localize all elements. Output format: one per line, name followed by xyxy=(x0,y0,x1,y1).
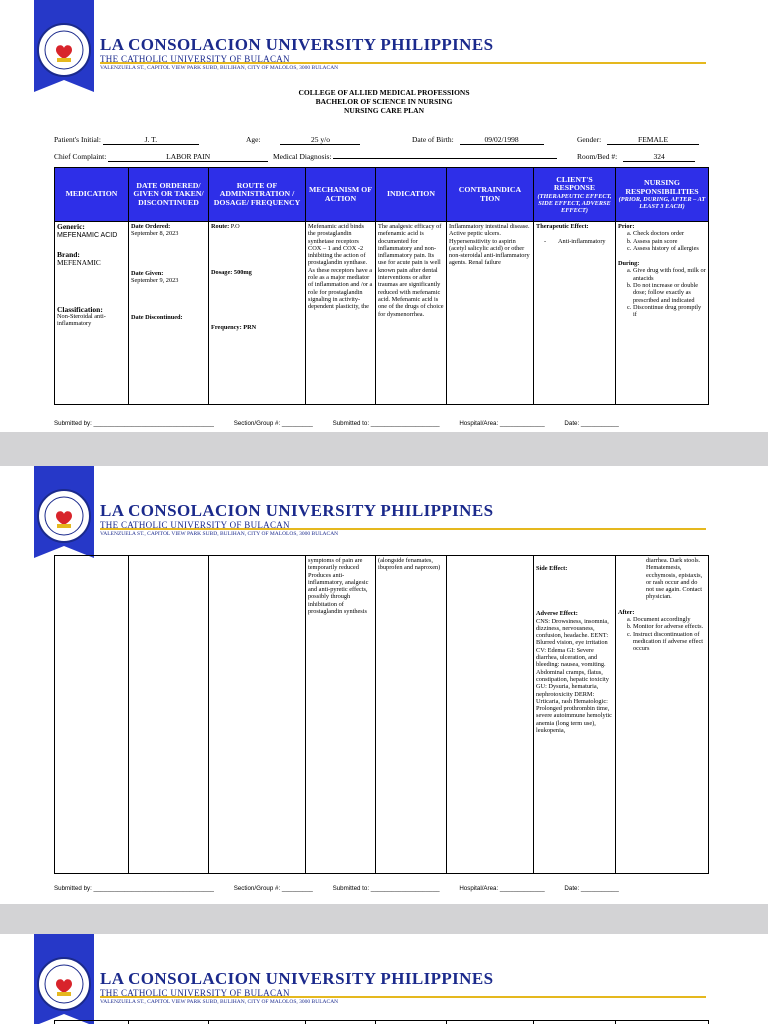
list-item: a. Give drug with food, milk or antacids xyxy=(633,267,706,282)
list-item: a. Check doctors order xyxy=(633,230,706,237)
hospital-area: Hospital/Area: _____________ xyxy=(459,420,545,427)
diagnosis-row xyxy=(273,152,557,161)
during-label: During: xyxy=(618,260,640,268)
footer-date: Date: ___________ xyxy=(564,885,619,892)
university-name: LA CONSOLACION UNIVERSITY PHILIPPINES xyxy=(100,501,494,520)
table-row xyxy=(55,1021,709,1024)
dob-row xyxy=(412,135,544,145)
date-given-label: Date Given: xyxy=(131,269,164,277)
response-cell xyxy=(534,556,616,874)
prior-label: Prior: xyxy=(618,223,635,230)
gender-row xyxy=(577,135,699,145)
care-plan-table-continued xyxy=(54,1020,709,1024)
table-cell xyxy=(616,1021,709,1024)
room-row xyxy=(577,152,695,162)
care-plan-table-continued xyxy=(54,555,709,874)
side-effect-label: Side Effect: xyxy=(536,565,568,572)
university-subtitle: THE CATHOLIC UNIVERSITY OF BULACAN xyxy=(100,54,290,64)
date-ordered-value: September 8, 2023 xyxy=(131,230,179,238)
college-title: COLLEGE OF ALLIED MEDICAL PROFESSIONS xyxy=(298,88,470,97)
indication-cell: The analgesic efficacy of mefenamic acid is documented for inflammatory and non-inflammatory pain. Its use for acute pain is well known pain after dental interventions or after traumas are significantly reduced with mefenamic acid. Mefenamic acid is one of the drugs of choice for dysmenorrhea. xyxy=(376,222,447,405)
date-ordered-label: Date Ordered: xyxy=(131,223,171,230)
col-date: DATE ORDERED/ GIVEN OR TAKEN/ DISCONTINUED xyxy=(129,168,209,222)
university-address: VALENZUELA ST., CAPITOL VIEW PARK SUBD, BULIHAN, CITY OF MALOLOS, 3000 BULACAN xyxy=(100,65,339,71)
plan-title: NURSING CARE PLAN xyxy=(343,106,424,115)
list-item: b. Monitor for adverse effects. xyxy=(633,623,706,630)
complaint-value: LABOR PAIN xyxy=(108,153,268,162)
table-cell xyxy=(534,1021,616,1024)
submitted-by: Submitted by: ___________________________________ xyxy=(54,420,214,427)
mechanism-cell: Mefenamic acid binds the prostaglandin synthetase receptors COX – 1 and COX -2 inhibiting the action of prostaglandin synthase. As these receptors have a role as a major mediator of inflammation and /or a role for prostaglandin signaling in activity-dependent plasticity, the xyxy=(306,222,376,405)
response-title: CLIENT'S RESPONSE xyxy=(553,174,596,192)
submission-footer xyxy=(54,420,708,427)
contraindication-cell: Inflammatory intestinal disease. Active peptic ulcers. Hypersensitivity to aspirin (acetyl salicylic acid) or other non-steroidal anti-inflammatory agents. Renal failure xyxy=(447,222,534,405)
university-subtitle: THE CATHOLIC UNIVERSITY OF BULACAN xyxy=(100,520,290,530)
university-seal-icon xyxy=(36,956,92,1012)
submitted-to: Submitted to: ____________________ xyxy=(332,420,440,427)
medication-cell xyxy=(55,556,129,874)
document-titles xyxy=(0,88,768,115)
gender-label: Gender: xyxy=(577,135,602,144)
university-address: VALENZUELA ST., CAPITOL VIEW PARK SUBD, BULIHAN, CITY OF MALOLOS, 3000 BULACAN xyxy=(100,531,339,537)
frequency-value: PRN xyxy=(243,323,257,331)
contraindication-cell xyxy=(447,556,534,874)
date-cell xyxy=(129,556,209,874)
university-subtitle: THE CATHOLIC UNIVERSITY OF BULACAN xyxy=(100,988,290,998)
page-2 xyxy=(0,466,768,904)
table-cell xyxy=(129,1021,209,1024)
complaint-label: Chief Complaint: xyxy=(54,152,107,161)
hospital-area: Hospital/Area: _____________ xyxy=(459,885,545,892)
responsibilities-title: NURSING RESPONSIBILITIES xyxy=(625,178,699,196)
university-address: VALENZUELA ST., CAPITOL VIEW PARK SUBD, BULIHAN, CITY OF MALOLOS, 3000 BULACAN xyxy=(100,999,339,1005)
footer-date: Date: ___________ xyxy=(564,420,619,427)
list-item: c. Instruct discontinuation of medication if adverse effect occurs xyxy=(633,631,706,653)
route-cell xyxy=(209,222,306,405)
table-cell xyxy=(306,1021,376,1024)
col-mechanism: MECHANISM OF ACTION xyxy=(306,168,376,222)
university-seal-icon xyxy=(36,22,92,78)
submitted-by: Submitted by: ___________________________________ xyxy=(54,885,214,892)
responsibilities-cell xyxy=(616,556,709,874)
table-cell xyxy=(376,1021,447,1024)
patient-initial-label: Patient's Initial: xyxy=(54,135,101,144)
response-cell xyxy=(534,222,616,405)
prior-list xyxy=(618,230,706,252)
medication-cell xyxy=(55,222,129,405)
university-name: LA CONSOLACION UNIVERSITY PHILIPPINES xyxy=(100,35,494,54)
indication-cell: (alongside fenamates, ibuprofen and naproxen) xyxy=(376,556,447,874)
list-item: a. Document accordingly xyxy=(633,616,706,623)
table-header-row xyxy=(55,168,709,222)
section-group: Section/Group #: _________ xyxy=(233,420,313,427)
during-continued: diarrhea. Dark stools. Hematemesis, ecchymosis, epistaxis, or rash occur and do not use again. Contact physician. xyxy=(646,557,703,601)
section-group: Section/Group #: _________ xyxy=(233,885,313,892)
age-label: Age: xyxy=(246,135,261,144)
table-cell xyxy=(447,1021,534,1024)
page-3 xyxy=(0,934,768,1024)
list-item: b. Assess pain score xyxy=(633,238,706,245)
page-1 xyxy=(0,0,768,432)
chief-complaint-row xyxy=(54,152,268,162)
brand-value: MEFENAMIC xyxy=(57,257,101,267)
classification-value: Non-Steroidal anti-inflammatory xyxy=(57,313,106,328)
dash-bullet: - xyxy=(544,238,547,246)
gender-value: FEMALE xyxy=(607,136,699,145)
university-name: LA CONSOLACION UNIVERSITY PHILIPPINES xyxy=(100,969,494,988)
table-cell xyxy=(209,1021,306,1024)
during-list xyxy=(618,267,706,318)
adverse-effect-label: Adverse Effect: xyxy=(536,610,578,618)
program-title: BACHELOR OF SCIENCE IN NURSING xyxy=(315,97,453,106)
therapeutic-value: Anti-inflammatory xyxy=(558,238,606,246)
therapeutic-label: Therapeutic Effect: xyxy=(536,223,589,230)
dosage-value: 500mg xyxy=(233,269,252,277)
after-list xyxy=(618,616,706,652)
route-value: P.O xyxy=(230,223,240,230)
mechanism-cell: symptoms of pain are temporarily reduced Produces anti-inflammatory, analgesic and anti-pyretic effects, possibly through inhibitation of prostaglandin synthesis xyxy=(306,556,376,874)
submitted-to: Submitted to: ____________________ xyxy=(332,885,440,892)
frequency-label: Frequency: xyxy=(211,323,242,331)
care-plan-table xyxy=(54,167,709,405)
col-route: ROUTE OF ADMINISTRATION / DOSAGE/ FREQUENCY xyxy=(209,168,306,222)
col-contraindication: CONTRAINDICA TION xyxy=(447,168,534,222)
date-discontinued-label: Date Discontinued: xyxy=(131,314,183,322)
table-cell xyxy=(55,1021,129,1024)
generic-label: Generic: xyxy=(57,222,85,231)
dosage-label: Dosage: xyxy=(211,269,233,277)
date-given-value: September 9, 2023 xyxy=(131,276,179,284)
responsibilities-subtitle: (PRIOR, DURING, AFTER – AT LEAST 3 EACH) xyxy=(618,196,706,210)
adverse-effect-text: CNS: Drowsiness, insomnia, dizziness, nervousness, confusion, headache. EENT: Blurred vision, eye irritation CV: Edema GI: Severe diarrhea, ulceration, and bleeding: nausea, vomiting. Abdominal cramps, flatus, constipation, hepatic toxicity GU: Dysuria, hematuria, nephrotoxicity DERM: Urticaria, rash Hematologic: Prolonged prothrombin time, severe autoimmune hemolytic anemia (long term use), leukopenia, xyxy=(536,617,612,735)
after-label: After: xyxy=(618,608,635,616)
col-medication: MEDICATION xyxy=(55,168,129,222)
therapeutic-item xyxy=(536,238,613,245)
room-value: 324 xyxy=(623,153,695,162)
table-row xyxy=(55,556,709,874)
dob-label: Date of Birth: xyxy=(412,135,454,144)
diagnosis-value xyxy=(333,158,557,159)
date-cell xyxy=(129,222,209,405)
brand-label: Brand: xyxy=(57,250,80,260)
submission-footer xyxy=(54,885,708,892)
list-item: c. Discontinue drug promptly if xyxy=(633,304,706,319)
col-response xyxy=(534,168,616,222)
dob-value: 09/02/1998 xyxy=(460,136,544,145)
col-responsibilities xyxy=(616,168,709,222)
age-row xyxy=(246,135,360,145)
generic-value: MEFENAMIC ACID xyxy=(57,232,118,240)
age-value: 25 y/o xyxy=(280,136,360,145)
responsibilities-cell xyxy=(616,222,709,405)
list-item: b. Do not increase or double dose; follow exactly as prescribed and indicated xyxy=(633,282,706,304)
response-subtitle: (THERAPEUTIC EFFECT, SIDE EFFECT, ADVERSE EFFECT) xyxy=(537,192,612,214)
room-label: Room/Bed #: xyxy=(577,152,618,161)
list-item: c. Assess history of allergies xyxy=(633,245,706,252)
table-row xyxy=(55,222,709,405)
patient-initial-row xyxy=(54,135,199,145)
route-label: Route: xyxy=(211,223,230,230)
patient-initial-value: J. T. xyxy=(103,136,199,145)
university-seal-icon xyxy=(36,488,92,544)
route-cell xyxy=(209,556,306,874)
classification-label: Classification: xyxy=(57,304,103,314)
diagnosis-label: Medical Diagnosis: xyxy=(273,152,332,161)
col-indication: INDICATION xyxy=(376,168,447,222)
